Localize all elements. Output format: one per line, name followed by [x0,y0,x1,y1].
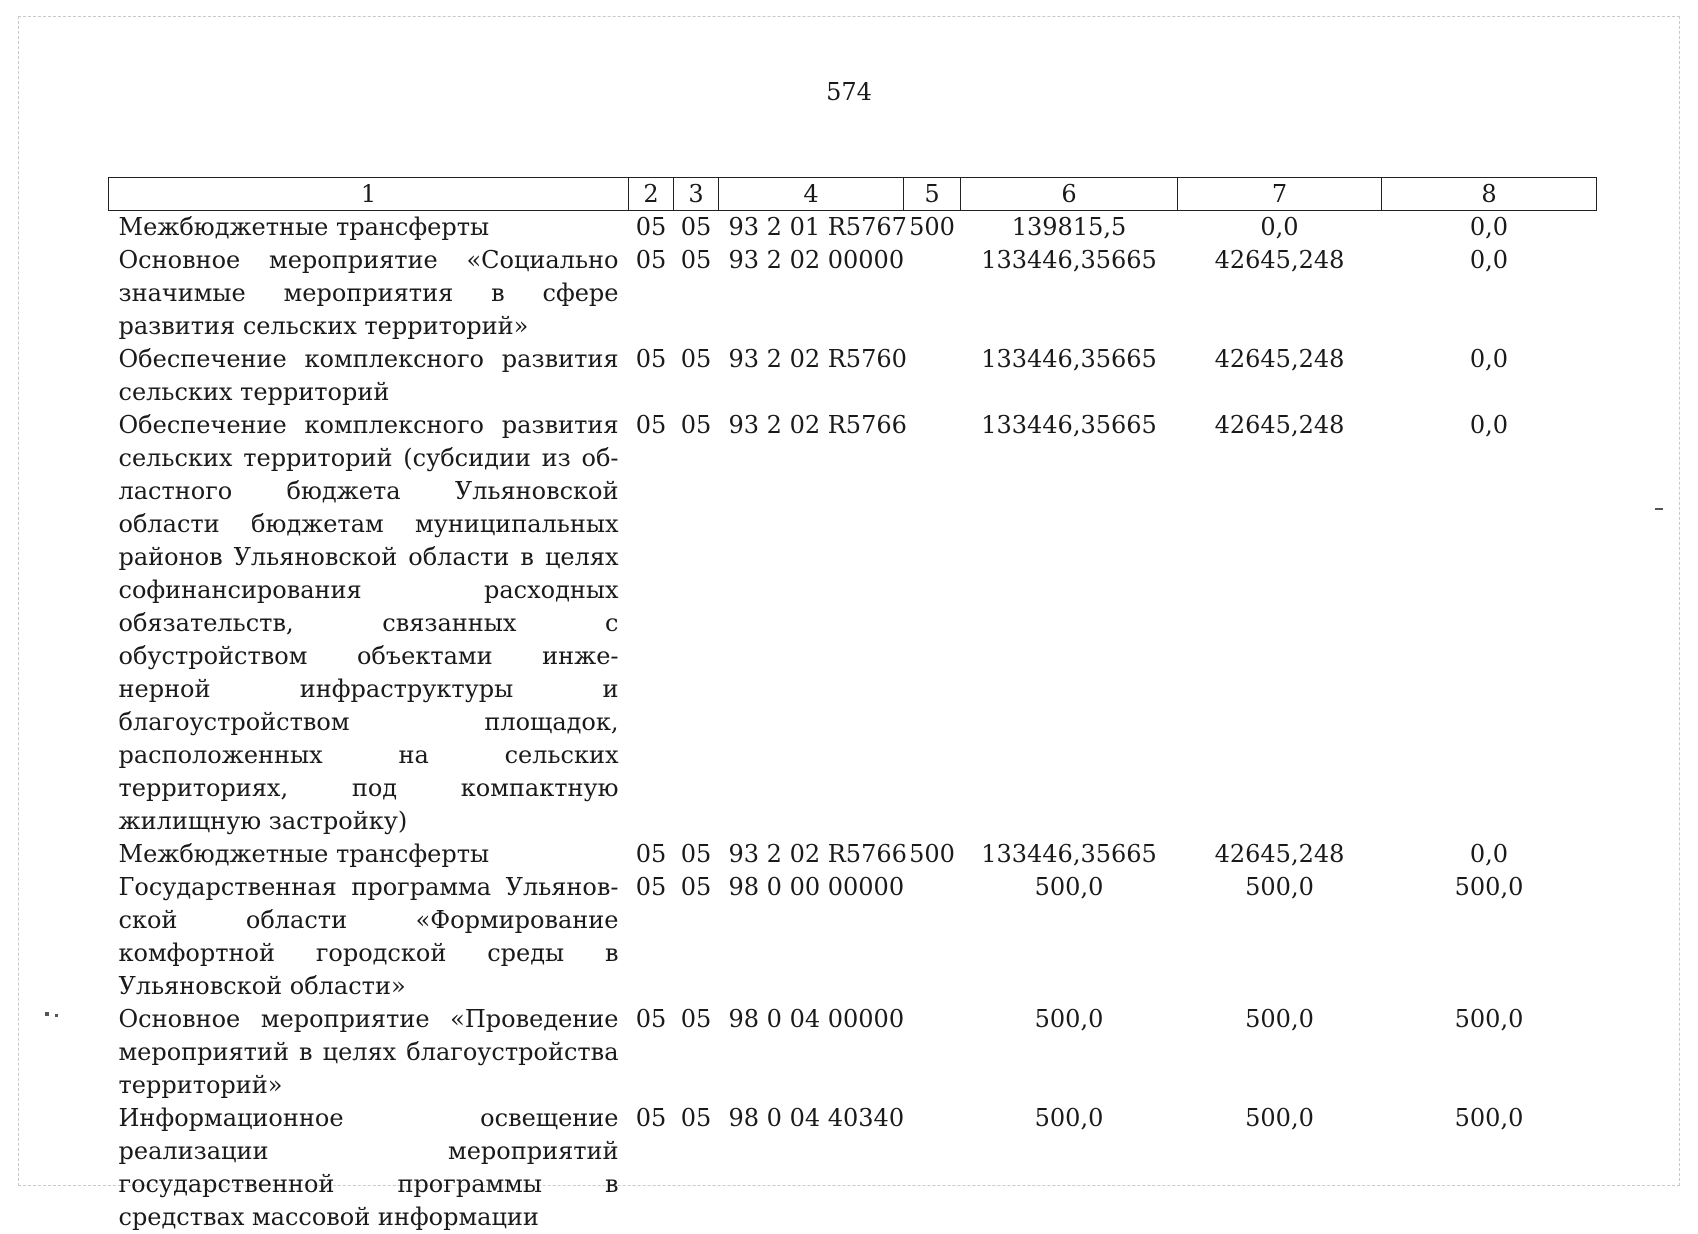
amount-col-8: 500,0 [1454,1005,1524,1033]
amount-col-7: 0,0 [1260,213,1299,241]
expense-type-code [904,343,961,409]
table-row [109,211,1597,245]
amount-col-6: 133446,35665 [981,345,1157,373]
row-name: Государственная программа Ульяновской области «Формирование комфортной городской среды в Ульяновской области» [118,873,619,1000]
amount-col-6: 133446,35665 [981,840,1157,868]
amount-col-8: 0,0 [1469,213,1509,241]
amount-col-7: 42645,248 [1214,246,1345,274]
row-name: Межбюджетные трансферты [118,840,490,868]
target-article-code: 93 2 02 R5760 [728,345,907,373]
subsection-code: 05 [680,345,712,373]
amount-col-6: 139815,5 [1011,213,1127,241]
budget-table [108,177,1597,1234]
target-article-code: 98 0 00 00000 [728,873,905,901]
table-row [109,1102,1597,1234]
row-name: Межбюджетные трансферты [118,213,490,241]
column-header: 5 [904,178,961,211]
expense-type-code [904,244,961,343]
column-header: 6 [961,178,1178,211]
expense-type-code [904,1102,961,1234]
row-name: Основное мероприятие «Проведение мероприятий в целях благоустройства территорий» [118,1005,619,1099]
table-row [109,244,1597,343]
subsection-code: 05 [680,411,712,439]
target-article-code: 93 2 02 00000 [728,246,905,274]
scan-speck [1655,508,1663,510]
scan-speck [45,1012,49,1016]
column-header: 4 [719,178,904,211]
row-name: Обеспечение комплексного развития сельских территорий (субсидии из областного бюджета Ульяновской области бюджетам муниципальных районов Ульяновской области в целях софинансирования расходных обязательств, связанных с обустройством объектами инженерной инфраструктуры и благоустройством площадок, расположенных на сельских территориях, под компактную жилищную застройку) [118,411,619,835]
column-header: 2 [629,178,674,211]
target-article-code: 98 0 04 40340 [728,1104,905,1132]
section-code: 05 [635,345,667,373]
amount-col-7: 500,0 [1245,873,1314,901]
section-code: 05 [635,246,667,274]
section-code: 05 [635,411,667,439]
page-number: 574 [826,78,872,106]
column-header: 8 [1382,178,1597,211]
subsection-code: 05 [680,246,712,274]
subsection-code: 05 [680,873,712,901]
amount-col-7: 42645,248 [1214,840,1345,868]
subsection-code: 05 [680,1104,712,1132]
expense-type-code [904,1003,961,1102]
expense-type-code [904,409,961,838]
section-code: 05 [635,873,667,901]
amount-col-8: 0,0 [1469,246,1509,274]
amount-col-6: 500,0 [1034,1104,1104,1132]
column-header: 7 [1178,178,1382,211]
section-code: 05 [635,840,667,868]
amount-col-7: 42645,248 [1214,411,1345,439]
column-header: 1 [109,178,629,211]
target-article-code: 93 2 02 R5766 [728,411,907,439]
amount-col-6: 500,0 [1034,873,1104,901]
subsection-code: 05 [680,213,712,241]
amount-col-6: 500,0 [1034,1005,1104,1033]
target-article-code: 93 2 02 R5766 [728,840,907,868]
section-code: 05 [635,1104,667,1132]
table-header-row [109,178,1597,211]
subsection-code: 05 [680,1005,712,1033]
amount-col-7: 42645,248 [1214,345,1345,373]
target-article-code: 98 0 04 00000 [728,1005,905,1033]
table-row [109,838,1597,871]
amount-col-8: 500,0 [1454,873,1524,901]
table-row [109,409,1597,838]
expense-type-code: 500 [909,213,955,241]
amount-col-8: 0,0 [1469,411,1509,439]
amount-col-8: 0,0 [1469,840,1509,868]
row-name: Основное мероприятие «Социально значимые мероприятия в сфере развития сельских территорий» [118,246,619,340]
scan-speck [55,1014,58,1017]
amount-col-7: 500,0 [1245,1005,1314,1033]
table-row [109,1003,1597,1102]
expense-type-code [904,871,961,1003]
table-row [109,871,1597,1003]
section-code: 05 [635,1005,667,1033]
column-header: 3 [674,178,719,211]
amount-col-6: 133446,35665 [981,246,1157,274]
subsection-code: 05 [680,840,712,868]
amount-col-8: 500,0 [1454,1104,1524,1132]
section-code: 05 [635,213,667,241]
target-article-code: 93 2 01 R5767 [728,213,907,241]
table-row [109,343,1597,409]
amount-col-8: 0,0 [1469,345,1509,373]
row-name: Информационное освещение реализации мероприятий государственной программы в средствах массовой информации [118,1104,619,1231]
amount-col-6: 133446,35665 [981,411,1157,439]
row-name: Обеспечение комплексного развития сельских территорий [118,345,619,406]
amount-col-7: 500,0 [1245,1104,1314,1132]
expense-type-code: 500 [909,840,955,868]
